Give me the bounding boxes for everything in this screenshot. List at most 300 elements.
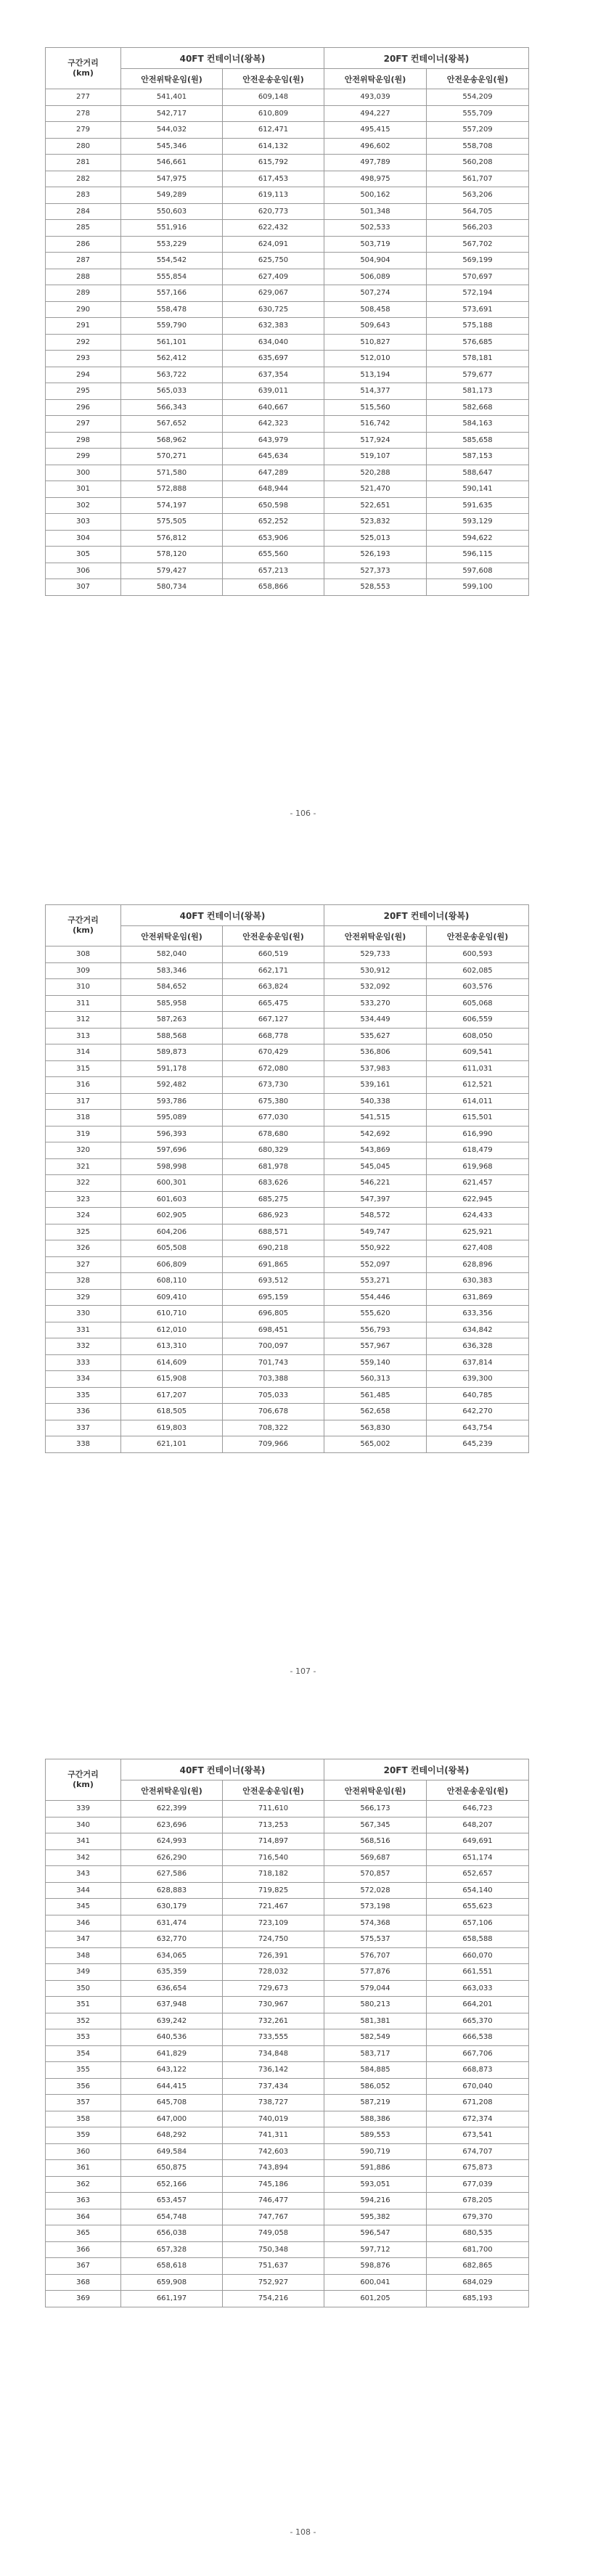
- distance-cell: 355: [46, 2062, 121, 2079]
- distance-cell: 351: [46, 1997, 121, 2013]
- rate-40ft-transport-cell: 652,252: [223, 514, 324, 531]
- distance-cell: 328: [46, 1273, 121, 1290]
- distance-cell: 290: [46, 301, 121, 318]
- rate-20ft-consign-cell: 543,869: [324, 1142, 427, 1159]
- table-row: [46, 2062, 529, 2079]
- rate-40ft-transport-cell: 708,322: [223, 1420, 324, 1436]
- subheader-consign-rate: 안전위탁운임(원): [324, 1780, 427, 1801]
- rate-40ft-transport-cell: 647,289: [223, 465, 324, 481]
- table-row: [46, 1273, 529, 1290]
- distance-cell: 361: [46, 2160, 121, 2177]
- rate-40ft-transport-cell: 625,750: [223, 253, 324, 269]
- rate-20ft-consign-cell: 525,013: [324, 530, 427, 547]
- rate-40ft-consign-cell: 631,474: [121, 1915, 223, 1931]
- rate-40ft-consign-cell: 593,786: [121, 1093, 223, 1110]
- rate-40ft-consign-cell: 661,197: [121, 2291, 223, 2307]
- rate-20ft-consign-cell: 532,092: [324, 979, 427, 996]
- distance-cell: 347: [46, 1931, 121, 1948]
- rate-40ft-transport-cell: 740,019: [223, 2111, 324, 2127]
- distance-unit: (km): [73, 68, 94, 78]
- rate-40ft-transport-cell: 614,132: [223, 138, 324, 155]
- rate-40ft-transport-cell: 678,680: [223, 1126, 324, 1142]
- distance-cell: 359: [46, 2127, 121, 2144]
- rate-20ft-consign-cell: 579,044: [324, 1980, 427, 1997]
- rate-40ft-consign-cell: 555,854: [121, 269, 223, 285]
- distance-cell: 281: [46, 155, 121, 171]
- rate-20ft-transport-cell: 588,647: [427, 465, 529, 481]
- rate-40ft-consign-cell: 627,586: [121, 1866, 223, 1883]
- table-row: [46, 1093, 529, 1110]
- distance-cell: 332: [46, 1338, 121, 1355]
- table-row: [46, 1404, 529, 1420]
- rate-20ft-consign-cell: 556,793: [324, 1322, 427, 1338]
- rate-40ft-transport-cell: 681,978: [223, 1158, 324, 1175]
- rate-20ft-consign-cell: 597,712: [324, 2241, 427, 2258]
- rate-20ft-transport-cell: 682,865: [427, 2258, 529, 2275]
- rate-20ft-consign-cell: 566,173: [324, 1801, 427, 1817]
- rate-20ft-transport-cell: 573,691: [427, 301, 529, 318]
- rate-20ft-consign-cell: 496,602: [324, 138, 427, 155]
- rate-20ft-consign-cell: 560,313: [324, 1371, 427, 1388]
- rate-40ft-consign-cell: 592,482: [121, 1077, 223, 1094]
- table-row: [46, 1110, 529, 1127]
- table-row: [46, 579, 529, 596]
- rate-20ft-consign-cell: 561,485: [324, 1387, 427, 1404]
- rate-40ft-consign-cell: 630,179: [121, 1899, 223, 1915]
- rate-20ft-consign-cell: 508,458: [324, 301, 427, 318]
- rate-20ft-consign-cell: 549,747: [324, 1224, 427, 1240]
- distance-cell: 323: [46, 1191, 121, 1208]
- distance-cell: 296: [46, 399, 121, 416]
- rate-40ft-consign-cell: 582,040: [121, 946, 223, 963]
- distance-cell: 318: [46, 1110, 121, 1127]
- distance-cell: 349: [46, 1964, 121, 1981]
- subheader-transport-rate: 안전운송운임(원): [427, 1780, 529, 1801]
- rate-40ft-consign-cell: 618,505: [121, 1404, 223, 1420]
- rate-40ft-consign-cell: 647,000: [121, 2111, 223, 2127]
- page-number: - 106 -: [290, 809, 316, 818]
- group-header-20ft: 20FT 컨테이너(왕복): [324, 48, 529, 69]
- rate-40ft-consign-cell: 597,696: [121, 1142, 223, 1159]
- distance-cell: 321: [46, 1158, 121, 1175]
- rate-40ft-transport-cell: 743,894: [223, 2160, 324, 2177]
- rate-40ft-consign-cell: 544,032: [121, 122, 223, 139]
- rate-40ft-consign-cell: 608,110: [121, 1273, 223, 1290]
- rate-20ft-consign-cell: 594,216: [324, 2193, 427, 2209]
- rate-40ft-consign-cell: 553,229: [121, 236, 223, 253]
- rate-40ft-transport-cell: 620,773: [223, 203, 324, 220]
- rate-20ft-transport-cell: 630,383: [427, 1273, 529, 1290]
- rate-40ft-consign-cell: 621,101: [121, 1436, 223, 1453]
- rate-40ft-consign-cell: 572,888: [121, 481, 223, 498]
- rate-40ft-consign-cell: 551,916: [121, 220, 223, 237]
- table-row: [46, 1371, 529, 1388]
- rate-40ft-transport-cell: 658,866: [223, 579, 324, 596]
- rate-40ft-consign-cell: 644,415: [121, 2078, 223, 2095]
- table-row: [46, 1817, 529, 1833]
- distance-cell: 277: [46, 89, 121, 106]
- rate-20ft-consign-cell: 529,733: [324, 946, 427, 963]
- table-row: [46, 2095, 529, 2111]
- table-row: [46, 399, 529, 416]
- rate-20ft-transport-cell: 622,945: [427, 1191, 529, 1208]
- rate-20ft-transport-cell: 619,968: [427, 1158, 529, 1175]
- rate-20ft-transport-cell: 627,408: [427, 1240, 529, 1257]
- distance-cell: 366: [46, 2241, 121, 2258]
- rate-20ft-transport-cell: 654,140: [427, 1882, 529, 1899]
- rate-40ft-consign-cell: 562,412: [121, 351, 223, 367]
- rate-20ft-transport-cell: 560,208: [427, 155, 529, 171]
- rate-40ft-consign-cell: 649,584: [121, 2143, 223, 2160]
- rate-20ft-consign-cell: 576,707: [324, 1947, 427, 1964]
- distance-cell: 362: [46, 2176, 121, 2193]
- rate-20ft-consign-cell: 512,010: [324, 351, 427, 367]
- distance-header: [46, 905, 121, 946]
- rate-40ft-transport-cell: 665,475: [223, 995, 324, 1012]
- rate-40ft-transport-cell: 729,673: [223, 1980, 324, 1997]
- distance-cell: 360: [46, 2143, 121, 2160]
- rate-20ft-transport-cell: 614,011: [427, 1093, 529, 1110]
- rate-20ft-consign-cell: 503,719: [324, 236, 427, 253]
- table-row: [46, 253, 529, 269]
- table-row: [46, 2029, 529, 2046]
- distance-cell: 279: [46, 122, 121, 139]
- subheader-transport-rate: 안전운송운임(원): [427, 926, 529, 946]
- rate-20ft-consign-cell: 574,368: [324, 1915, 427, 1931]
- distance-cell: 334: [46, 1371, 121, 1388]
- rate-20ft-consign-cell: 554,446: [324, 1289, 427, 1306]
- table-row: [46, 2078, 529, 2095]
- table-row: [46, 285, 529, 302]
- rate-20ft-consign-cell: 593,051: [324, 2176, 427, 2193]
- rate-20ft-transport-cell: 593,129: [427, 514, 529, 531]
- rate-40ft-consign-cell: 587,263: [121, 1012, 223, 1029]
- table-row: [46, 220, 529, 237]
- rate-20ft-consign-cell: 504,904: [324, 253, 427, 269]
- rate-40ft-transport-cell: 643,979: [223, 432, 324, 449]
- rate-20ft-consign-cell: 587,219: [324, 2095, 427, 2111]
- rate-40ft-consign-cell: 600,301: [121, 1175, 223, 1192]
- rate-20ft-transport-cell: 582,668: [427, 399, 529, 416]
- rate-20ft-consign-cell: 522,651: [324, 497, 427, 514]
- rate-20ft-transport-cell: 569,199: [427, 253, 529, 269]
- rate-40ft-transport-cell: 754,216: [223, 2291, 324, 2307]
- rate-20ft-consign-cell: 588,386: [324, 2111, 427, 2127]
- rate-20ft-transport-cell: 587,153: [427, 449, 529, 465]
- rate-40ft-consign-cell: 584,652: [121, 979, 223, 996]
- rate-20ft-consign-cell: 590,719: [324, 2143, 427, 2160]
- distance-cell: 331: [46, 1322, 121, 1338]
- rate-40ft-consign-cell: 588,568: [121, 1028, 223, 1044]
- table-row: [46, 269, 529, 285]
- table-row: [46, 1436, 529, 1453]
- distance-cell: 289: [46, 285, 121, 302]
- rate-20ft-transport-cell: 652,657: [427, 1866, 529, 1883]
- rate-20ft-transport-cell: 672,374: [427, 2111, 529, 2127]
- rate-20ft-consign-cell: 495,415: [324, 122, 427, 139]
- table-row: [46, 1256, 529, 1273]
- rate-20ft-consign-cell: 539,161: [324, 1077, 427, 1094]
- subheader-consign-rate: 안전위탁운임(원): [121, 69, 223, 89]
- distance-cell: 295: [46, 383, 121, 400]
- rate-20ft-transport-cell: 655,623: [427, 1899, 529, 1915]
- rate-40ft-transport-cell: 747,767: [223, 2209, 324, 2225]
- distance-cell: 357: [46, 2095, 121, 2111]
- group-header-40ft: 40FT 컨테이너(왕복): [121, 48, 324, 69]
- distance-cell: 313: [46, 1028, 121, 1044]
- rate-20ft-transport-cell: 594,622: [427, 530, 529, 547]
- rate-40ft-transport-cell: 732,261: [223, 2013, 324, 2029]
- rate-20ft-consign-cell: 596,547: [324, 2225, 427, 2242]
- rate-20ft-transport-cell: 608,050: [427, 1028, 529, 1044]
- rate-40ft-transport-cell: 645,634: [223, 449, 324, 465]
- header-row-group: [46, 48, 529, 69]
- rate-40ft-transport-cell: 741,311: [223, 2127, 324, 2144]
- distance-cell: 278: [46, 105, 121, 122]
- rate-40ft-transport-cell: 737,434: [223, 2078, 324, 2095]
- table-row: [46, 497, 529, 514]
- rate-40ft-transport-cell: 668,778: [223, 1028, 324, 1044]
- rate-40ft-consign-cell: 583,346: [121, 962, 223, 979]
- distance-cell: 300: [46, 465, 121, 481]
- distance-cell: 350: [46, 1980, 121, 1997]
- rate-20ft-transport-cell: 590,141: [427, 481, 529, 498]
- rate-40ft-consign-cell: 545,346: [121, 138, 223, 155]
- rate-20ft-transport-cell: 584,163: [427, 416, 529, 433]
- rate-40ft-consign-cell: 641,829: [121, 2045, 223, 2062]
- rate-20ft-transport-cell: 564,705: [427, 203, 529, 220]
- rate-40ft-transport-cell: 660,519: [223, 946, 324, 963]
- rate-40ft-consign-cell: 635,359: [121, 1964, 223, 1981]
- distance-cell: 294: [46, 367, 121, 383]
- rate-20ft-consign-cell: 548,572: [324, 1208, 427, 1224]
- rate-20ft-consign-cell: 583,717: [324, 2045, 427, 2062]
- rate-20ft-consign-cell: 584,885: [324, 2062, 427, 2079]
- rate-40ft-consign-cell: 640,536: [121, 2029, 223, 2046]
- table-row: [46, 334, 529, 351]
- rate-40ft-transport-cell: 639,011: [223, 383, 324, 400]
- distance-cell: 288: [46, 269, 121, 285]
- distance-cell: 340: [46, 1817, 121, 1833]
- rate-20ft-transport-cell: 554,209: [427, 89, 529, 106]
- table-row: [46, 995, 529, 1012]
- distance-cell: 335: [46, 1387, 121, 1404]
- rate-20ft-transport-cell: 665,370: [427, 2013, 529, 2029]
- table-row: [46, 1142, 529, 1159]
- rate-20ft-transport-cell: 602,085: [427, 962, 529, 979]
- table-row: [46, 1997, 529, 2013]
- rate-40ft-transport-cell: 718,182: [223, 1866, 324, 1883]
- table-row: [46, 2241, 529, 2258]
- rate-table: [45, 1759, 529, 2307]
- table-row: [46, 530, 529, 547]
- rate-20ft-transport-cell: 576,685: [427, 334, 529, 351]
- distance-cell: 285: [46, 220, 121, 237]
- page-number: - 107 -: [290, 1667, 316, 1676]
- table-row: [46, 2176, 529, 2193]
- rate-20ft-transport-cell: 596,115: [427, 547, 529, 563]
- rate-20ft-transport-cell: 677,039: [427, 2176, 529, 2193]
- table-row: [46, 2209, 529, 2225]
- rate-40ft-consign-cell: 559,790: [121, 318, 223, 335]
- subheader-consign-rate: 안전위탁운임(원): [121, 926, 223, 946]
- rate-40ft-transport-cell: 629,067: [223, 285, 324, 302]
- distance-cell: 292: [46, 334, 121, 351]
- subheader-consign-rate: 안전위탁운임(원): [324, 69, 427, 89]
- distance-cell: 337: [46, 1420, 121, 1436]
- group-header-20ft: 20FT 컨테이너(왕복): [324, 905, 529, 926]
- rate-20ft-transport-cell: 675,873: [427, 2160, 529, 2177]
- rate-20ft-transport-cell: 642,270: [427, 1404, 529, 1420]
- rate-40ft-consign-cell: 604,206: [121, 1224, 223, 1240]
- rate-20ft-consign-cell: 598,876: [324, 2258, 427, 2275]
- distance-cell: 343: [46, 1866, 121, 1883]
- rate-40ft-consign-cell: 657,328: [121, 2241, 223, 2258]
- rate-20ft-consign-cell: 542,692: [324, 1126, 427, 1142]
- rate-40ft-consign-cell: 589,873: [121, 1044, 223, 1061]
- rate-40ft-transport-cell: 714,897: [223, 1833, 324, 1850]
- rate-20ft-transport-cell: 666,538: [427, 2029, 529, 2046]
- rate-20ft-consign-cell: 513,194: [324, 367, 427, 383]
- rate-40ft-transport-cell: 686,923: [223, 1208, 324, 1224]
- rate-40ft-consign-cell: 639,242: [121, 2013, 223, 2029]
- rate-40ft-transport-cell: 655,560: [223, 547, 324, 563]
- table-row: [46, 1931, 529, 1948]
- rate-40ft-transport-cell: 745,186: [223, 2176, 324, 2193]
- subheader-transport-rate: 안전운송운임(원): [427, 69, 529, 89]
- rate-20ft-consign-cell: 509,643: [324, 318, 427, 335]
- rate-20ft-transport-cell: 680,535: [427, 2225, 529, 2242]
- rate-20ft-transport-cell: 581,173: [427, 383, 529, 400]
- rate-40ft-transport-cell: 615,792: [223, 155, 324, 171]
- table-row: [46, 187, 529, 204]
- distance-cell: 291: [46, 318, 121, 335]
- rate-40ft-transport-cell: 688,571: [223, 1224, 324, 1240]
- table-row: [46, 1915, 529, 1931]
- rate-20ft-transport-cell: 634,842: [427, 1322, 529, 1338]
- rate-20ft-transport-cell: 600,593: [427, 946, 529, 963]
- rate-40ft-transport-cell: 700,097: [223, 1338, 324, 1355]
- rate-20ft-transport-cell: 579,677: [427, 367, 529, 383]
- rate-20ft-transport-cell: 643,754: [427, 1420, 529, 1436]
- rate-20ft-consign-cell: 581,381: [324, 2013, 427, 2029]
- rate-40ft-transport-cell: 695,159: [223, 1289, 324, 1306]
- distance-cell: 324: [46, 1208, 121, 1224]
- rate-20ft-transport-cell: 558,708: [427, 138, 529, 155]
- subheader-consign-rate: 안전위탁운임(원): [121, 1780, 223, 1801]
- table-row: [46, 1158, 529, 1175]
- rate-20ft-consign-cell: 498,975: [324, 171, 427, 187]
- table-row: [46, 1899, 529, 1915]
- rate-40ft-consign-cell: 614,609: [121, 1354, 223, 1371]
- rate-40ft-consign-cell: 653,457: [121, 2193, 223, 2209]
- rate-table: [45, 904, 529, 1453]
- rate-40ft-transport-cell: 726,391: [223, 1947, 324, 1964]
- rate-40ft-consign-cell: 613,310: [121, 1338, 223, 1355]
- distance-cell: 364: [46, 2209, 121, 2225]
- distance-cell: 356: [46, 2078, 121, 2095]
- rate-40ft-consign-cell: 645,708: [121, 2095, 223, 2111]
- rate-40ft-consign-cell: 659,908: [121, 2274, 223, 2291]
- rate-40ft-transport-cell: 752,927: [223, 2274, 324, 2291]
- rate-40ft-transport-cell: 724,750: [223, 1931, 324, 1948]
- subheader-transport-rate: 안전운송운임(원): [223, 1780, 324, 1801]
- rate-40ft-transport-cell: 667,127: [223, 1012, 324, 1029]
- distance-cell: 344: [46, 1882, 121, 1899]
- rate-20ft-consign-cell: 565,002: [324, 1436, 427, 1453]
- rate-20ft-consign-cell: 520,288: [324, 465, 427, 481]
- distance-cell: 316: [46, 1077, 121, 1094]
- table-row: [46, 203, 529, 220]
- rate-40ft-consign-cell: 595,089: [121, 1110, 223, 1127]
- rate-20ft-transport-cell: 557,209: [427, 122, 529, 139]
- distance-cell: 314: [46, 1044, 121, 1061]
- distance-cell: 315: [46, 1060, 121, 1077]
- rate-40ft-transport-cell: 713,253: [223, 1817, 324, 1833]
- rate-40ft-transport-cell: 677,030: [223, 1110, 324, 1127]
- rate-40ft-transport-cell: 640,667: [223, 399, 324, 416]
- rate-40ft-transport-cell: 632,383: [223, 318, 324, 335]
- rate-40ft-consign-cell: 606,809: [121, 1256, 223, 1273]
- rate-40ft-consign-cell: 571,580: [121, 465, 223, 481]
- rate-40ft-consign-cell: 617,207: [121, 1387, 223, 1404]
- distance-cell: 304: [46, 530, 121, 547]
- distance-cell: 353: [46, 2029, 121, 2046]
- rate-40ft-consign-cell: 624,993: [121, 1833, 223, 1850]
- rate-40ft-transport-cell: 728,032: [223, 1964, 324, 1981]
- rate-40ft-transport-cell: 648,944: [223, 481, 324, 498]
- rate-40ft-consign-cell: 619,803: [121, 1420, 223, 1436]
- table-row: [46, 563, 529, 579]
- rate-40ft-consign-cell: 567,652: [121, 416, 223, 433]
- rate-20ft-consign-cell: 555,620: [324, 1306, 427, 1322]
- rate-40ft-consign-cell: 568,962: [121, 432, 223, 449]
- rate-20ft-transport-cell: 621,457: [427, 1175, 529, 1192]
- distance-cell: 365: [46, 2225, 121, 2242]
- rate-20ft-consign-cell: 547,397: [324, 1191, 427, 1208]
- rate-40ft-consign-cell: 574,197: [121, 497, 223, 514]
- distance-cell: 309: [46, 962, 121, 979]
- table-row: [46, 1866, 529, 1883]
- table-row: [46, 2274, 529, 2291]
- rate-40ft-transport-cell: 738,727: [223, 2095, 324, 2111]
- rate-40ft-transport-cell: 662,171: [223, 962, 324, 979]
- distance-cell: 310: [46, 979, 121, 996]
- rate-20ft-transport-cell: 646,723: [427, 1801, 529, 1817]
- rate-20ft-transport-cell: 585,658: [427, 432, 529, 449]
- table-row: [46, 1849, 529, 1866]
- rate-40ft-transport-cell: 650,598: [223, 497, 324, 514]
- distance-cell: 346: [46, 1915, 121, 1931]
- distance-cell: 311: [46, 995, 121, 1012]
- rate-20ft-consign-cell: 506,089: [324, 269, 427, 285]
- rate-20ft-consign-cell: 526,193: [324, 547, 427, 563]
- rate-40ft-consign-cell: 612,010: [121, 1322, 223, 1338]
- distance-cell: 303: [46, 514, 121, 531]
- rate-40ft-consign-cell: 563,722: [121, 367, 223, 383]
- rate-20ft-transport-cell: 603,576: [427, 979, 529, 996]
- distance-cell: 336: [46, 1404, 121, 1420]
- rate-20ft-consign-cell: 528,553: [324, 579, 427, 596]
- rate-40ft-transport-cell: 672,080: [223, 1060, 324, 1077]
- rate-40ft-consign-cell: 541,401: [121, 89, 223, 106]
- rate-20ft-transport-cell: 639,300: [427, 1371, 529, 1388]
- rate-40ft-transport-cell: 734,848: [223, 2045, 324, 2062]
- distance-cell: 325: [46, 1224, 121, 1240]
- rate-20ft-transport-cell: 663,033: [427, 1980, 529, 1997]
- distance-cell: 339: [46, 1801, 121, 1817]
- distance-cell: 299: [46, 449, 121, 465]
